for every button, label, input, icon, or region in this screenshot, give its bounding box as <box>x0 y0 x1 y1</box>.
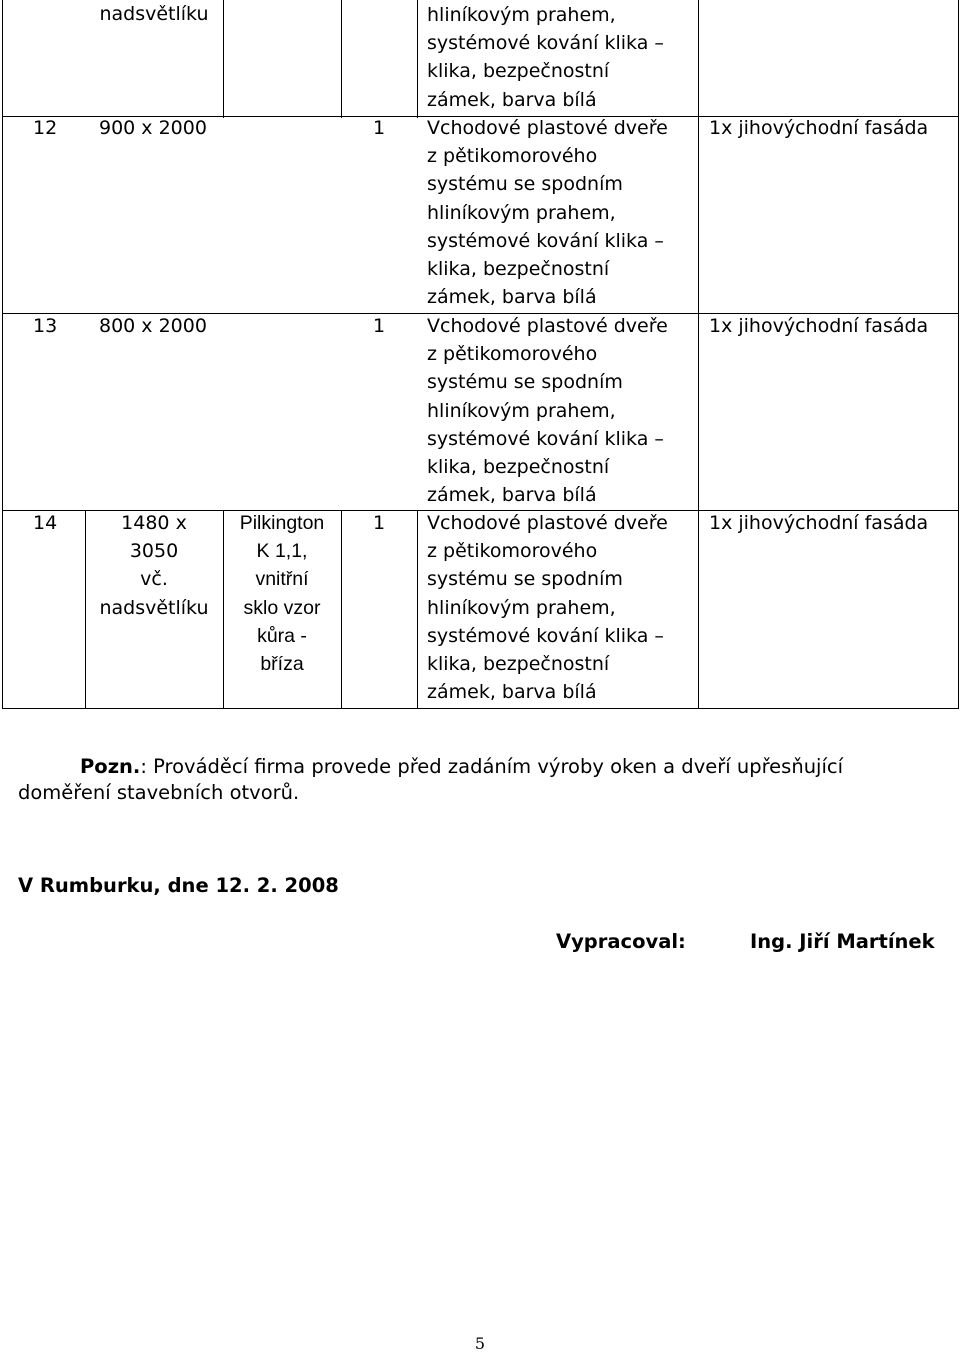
cell-size <box>85 0 223 28</box>
cell-number: 13 <box>33 315 58 337</box>
cell-quantity: 1 <box>373 512 386 534</box>
cell-number: 12 <box>33 117 58 139</box>
cell-text: systémové kování klika – <box>427 229 664 252</box>
prepared-by-label: Vypracoval: <box>556 930 686 953</box>
cell-text: hliníkovým prahem, <box>427 399 616 422</box>
cell-text: zámek, barva bílá <box>427 484 597 507</box>
note-text: : Prováděcí firma provede před zadáním výroby oken a dveří upřesňující <box>140 755 844 778</box>
cell-size: 900 x 2000 <box>99 117 207 139</box>
col-divider <box>417 0 418 118</box>
page-number: 5 <box>474 1334 486 1353</box>
cell-text: vnitřní <box>255 568 309 591</box>
cell-text: bříza <box>260 653 304 676</box>
cell-text: kůra - <box>257 624 307 647</box>
col-divider <box>417 510 418 708</box>
cell-description <box>427 1 664 114</box>
cell-text: zámek, barva bílá <box>427 286 597 309</box>
cell-text: klika, bezpečnostní <box>427 456 610 479</box>
cell-text: systémové kování klika – <box>427 624 664 647</box>
cell-text: klika, bezpečnostní <box>427 258 610 281</box>
cell-text: 3050 <box>129 540 179 563</box>
cell-text: systému se spodním <box>427 173 623 196</box>
cell-text: Vchodové plastové dveře <box>427 117 668 139</box>
cell-text: zámek, barva bílá <box>427 88 597 111</box>
cell-text: Vchodové plastové dveře <box>427 512 668 534</box>
prepared-by-name: Ing. Jiří Martínek <box>750 930 935 953</box>
cell-text: zámek, barva bílá <box>427 681 597 704</box>
cell-text: nadsvětlíku <box>99 596 209 619</box>
cell-text: K 1,1, <box>256 540 308 563</box>
cell-text: systému se spodním <box>427 371 623 394</box>
cell-description <box>427 114 668 311</box>
cell-text: hliníkovým prahem, <box>427 596 616 619</box>
cell-text: 1480 x <box>121 512 187 534</box>
col-divider <box>341 510 342 708</box>
cell-text: nadsvětlíku <box>99 3 209 25</box>
cell-text: z pětikomorového <box>427 540 598 563</box>
note-label: Pozn. <box>80 755 141 778</box>
cell-size: 800 x 2000 <box>99 315 207 337</box>
cell-text: systémové kování klika – <box>427 32 664 55</box>
note-text-continued: doměření stavebních otvorů. <box>18 781 300 804</box>
col-divider <box>698 0 699 708</box>
cell-text: systémové kování klika – <box>427 427 664 450</box>
cell-location: 1x jihovýchodní fasáda <box>709 117 929 139</box>
cell-text: vč. <box>140 568 168 591</box>
cell-text: hliníkovým prahem, <box>427 4 616 26</box>
note-line <box>18 754 918 780</box>
cell-text: klika, bezpečnostní <box>427 60 610 83</box>
cell-text: sklo vzor <box>243 596 321 619</box>
cell-description <box>427 312 668 509</box>
cell-location: 1x jihovýchodní fasáda <box>709 512 929 534</box>
cell-size <box>85 509 223 622</box>
cell-text: Pilkington <box>239 512 325 534</box>
note-paragraph <box>18 754 918 806</box>
window-door-table <box>2 0 959 709</box>
cell-text: systému se spodním <box>427 568 623 591</box>
cell-text: Vchodové plastové dveře <box>427 315 668 337</box>
cell-text: hliníkovým prahem, <box>427 201 616 224</box>
place-date: V Rumburku, dne 12. 2. 2008 <box>18 874 339 897</box>
col-divider <box>341 0 342 118</box>
cell-text: z pětikomorového <box>427 343 598 366</box>
cell-location: 1x jihovýchodní fasáda <box>709 315 929 337</box>
cell-quantity: 1 <box>373 315 386 337</box>
cell-description <box>427 509 668 706</box>
cell-text: klika, bezpečnostní <box>427 653 610 676</box>
cell-number: 14 <box>33 512 58 534</box>
cell-text: z pětikomorového <box>427 145 598 168</box>
col-divider <box>223 0 224 118</box>
cell-quantity: 1 <box>373 117 386 139</box>
cell-glass <box>223 509 341 678</box>
